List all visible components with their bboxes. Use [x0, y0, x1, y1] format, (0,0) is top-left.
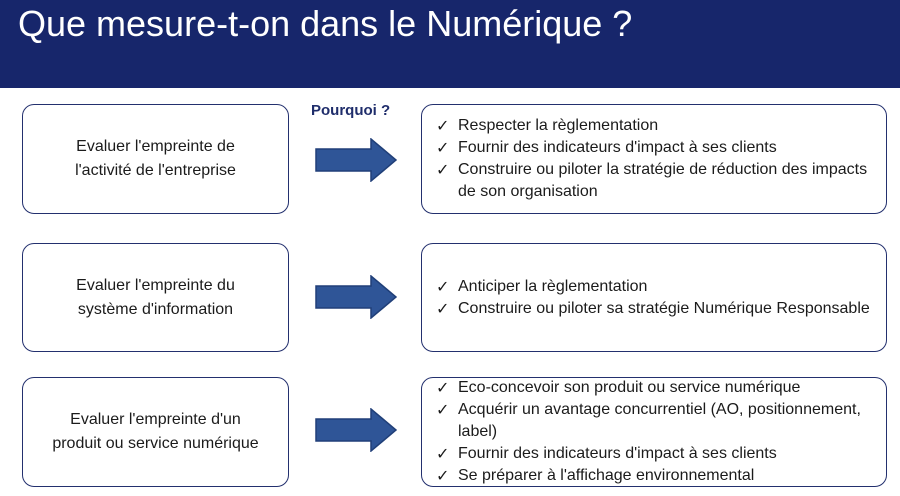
checkmark-icon: ✓ — [436, 466, 450, 485]
list-item-text: Eco-concevoir son produit ou service numérique — [458, 379, 801, 396]
right-arrow-icon — [315, 275, 397, 319]
checkmark-icon: ✓ — [436, 298, 450, 318]
header-bar — [0, 0, 900, 88]
left-box-line: produit ou service numérique — [52, 435, 259, 452]
right-arrow-icon — [315, 138, 397, 182]
left-box-text — [75, 135, 236, 183]
list-item — [436, 276, 878, 298]
left-box-line: Evaluer l'empreinte de — [76, 138, 235, 155]
list-item — [436, 298, 878, 320]
checkmark-icon: ✓ — [436, 444, 450, 463]
left-box-line: Evaluer l'empreinte du — [76, 276, 235, 294]
list-item-text: Respecter la règlementation — [458, 117, 659, 134]
checkmark-icon: ✓ — [436, 400, 450, 419]
list-item-text: Construire ou piloter sa stratégie Numérique Responsable — [458, 299, 870, 317]
left-box-digital-product — [22, 377, 289, 487]
checkmark-icon: ✓ — [436, 160, 450, 179]
left-box-line: Evaluer l'empreinte d'un — [70, 411, 241, 428]
reasons-box-digital-product — [421, 377, 887, 487]
list-item — [436, 159, 878, 203]
list-item — [436, 399, 878, 443]
left-box-text — [52, 408, 258, 456]
reasons-box-information-system — [421, 243, 887, 352]
left-box-line: système d'information — [77, 300, 234, 318]
left-box-activity — [22, 104, 289, 214]
checkmark-icon: ✓ — [436, 138, 450, 157]
list-item-text: Construire ou piloter la stratégie de réduction des impacts de son organisation — [458, 161, 868, 200]
why-label: Pourquoi ? — [311, 102, 391, 119]
list-item-text: Fournir des indicateurs d'impact à ses clients — [458, 139, 777, 156]
list-item-text: Fournir des indicateurs d'impact à ses clients — [458, 445, 777, 462]
right-arrow-icon — [315, 408, 397, 452]
left-box-line: l'activité de l'entreprise — [75, 162, 236, 179]
checkmark-icon: ✓ — [436, 276, 450, 296]
left-box-text — [76, 274, 235, 322]
left-box-information-system — [22, 243, 289, 352]
list-item-text: Se préparer à l'affichage environnemental — [458, 467, 755, 484]
list-item — [436, 377, 878, 399]
checkmark-icon: ✓ — [436, 116, 450, 135]
list-item — [436, 443, 878, 465]
reasons-box-activity — [421, 104, 887, 214]
list-item — [436, 137, 878, 159]
checkmark-icon: ✓ — [436, 378, 450, 397]
list-item-text: Anticiper la règlementation — [458, 277, 648, 295]
list-item — [436, 115, 878, 137]
list-item — [436, 465, 878, 487]
list-item-text: Acquérir un avantage concurrentiel (AO, positionnement, label) — [458, 401, 861, 440]
page-title: Que mesure-t-on dans le Numérique ? — [18, 3, 633, 44]
